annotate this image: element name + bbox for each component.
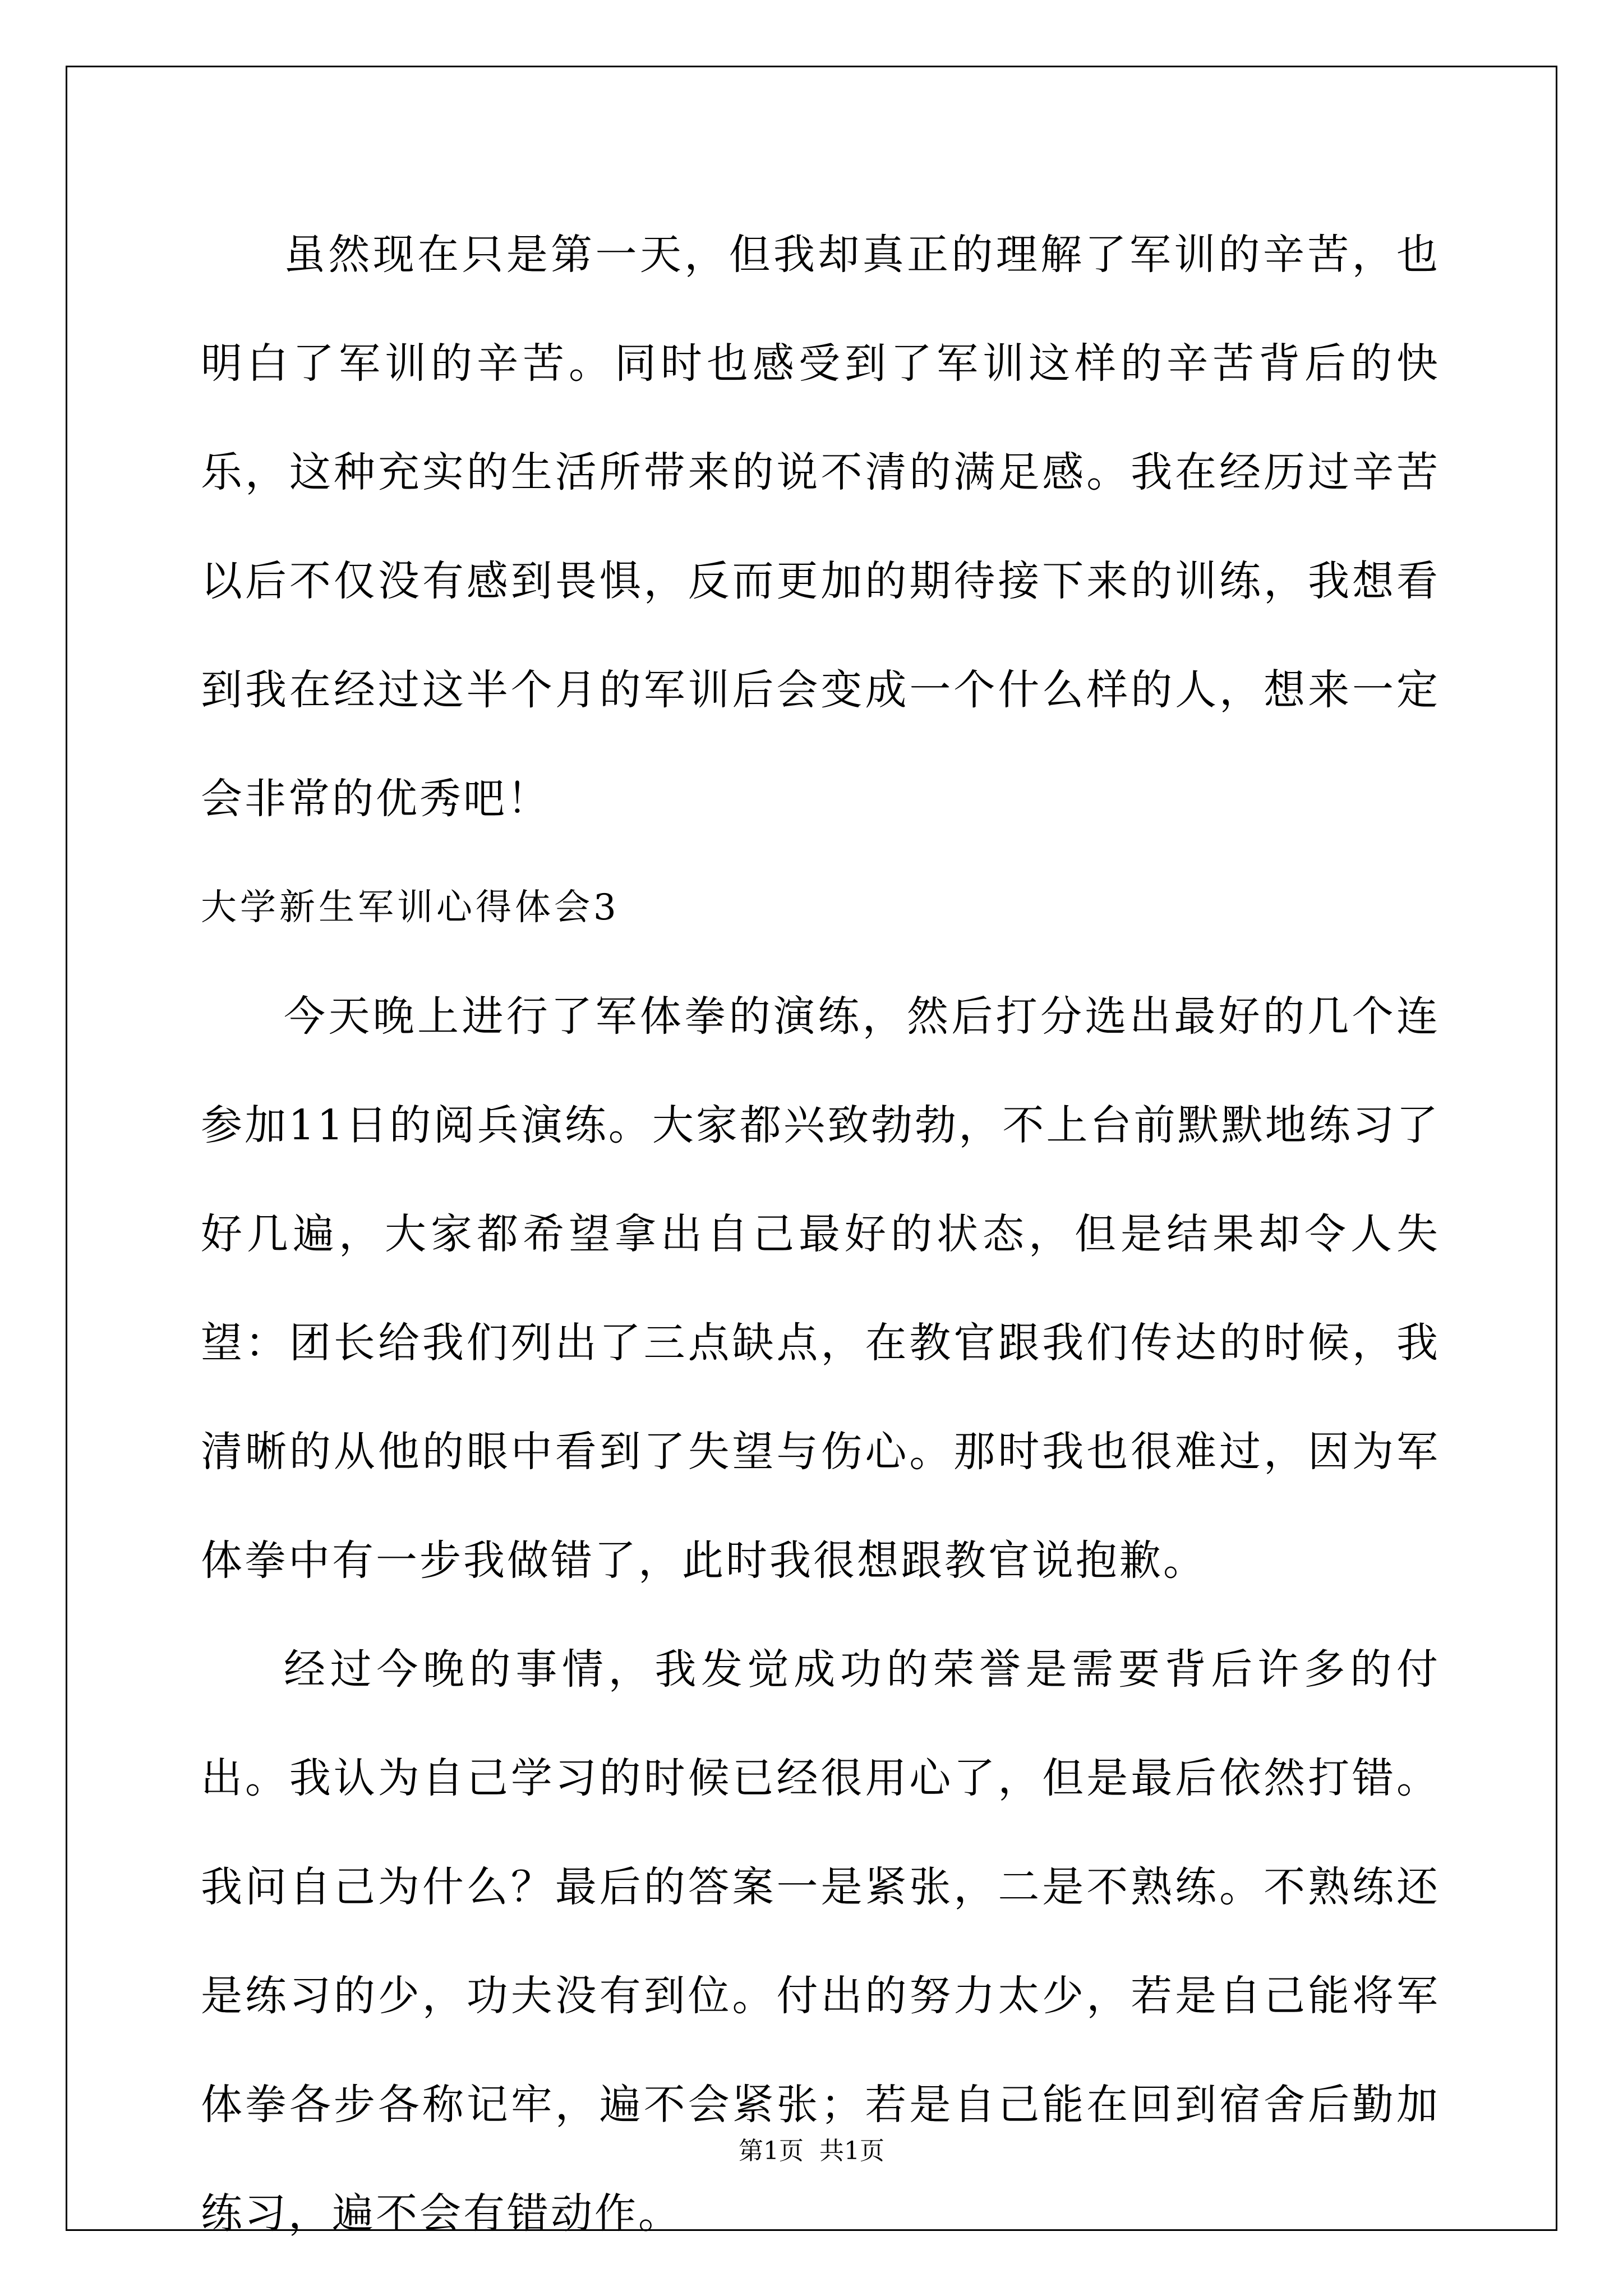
document-body <box>201 200 1440 2268</box>
paragraph: 经过今晚的事情，我发觉成功的荣誉是需要背后许多的付出。我认为自己学习的时候已经很用心了，但是最后依然打错。我问自己为什么？最后的答案一是紧张，二是不熟练。不熟练还是练习的少，功夫没有到位。付出的努力太少，若是自己能将军体拳各步各称记牢，遍不会紧张；若是自己能在回到宿舍后勤加练习，遍不会有错动作。 <box>201 1645 1440 2238</box>
page-footer: 第1页 共1页 <box>739 2137 884 2165</box>
paragraph: 今天晚上进行了军体拳的演练，然后打分选出最好的几个连参加11日的阅兵演练。大家都兴致勃勃，不上台前默默地练习了好几遍，大家都希望拿出自己最好的状态，但是结果却令人失望：团长给我们列出了三点缺点，在教官跟我们传达的时候，我清晰的从他的眼中看到了失望与伤心。那时我也很难过，因为军体拳中有一步我做错了，此时我很想跟教官说抱歉。 <box>201 992 1440 1585</box>
paragraph: 虽然现在只是第一天，但我却真正的理解了军训的辛苦，也明白了军训的辛苦。同时也感受到了军训这样的辛苦背后的快乐，这种充实的生活所带来的说不清的满足感。我在经历过辛苦以后不仅没有感到畏惧，反而更加的期待接下来的训练，我想看到我在经过这半个月的军训后会变成一个什么样的人，想来一定会非常的优秀吧！ <box>201 231 1440 823</box>
section-heading: 大学新生军训心得体会3 <box>201 887 620 928</box>
